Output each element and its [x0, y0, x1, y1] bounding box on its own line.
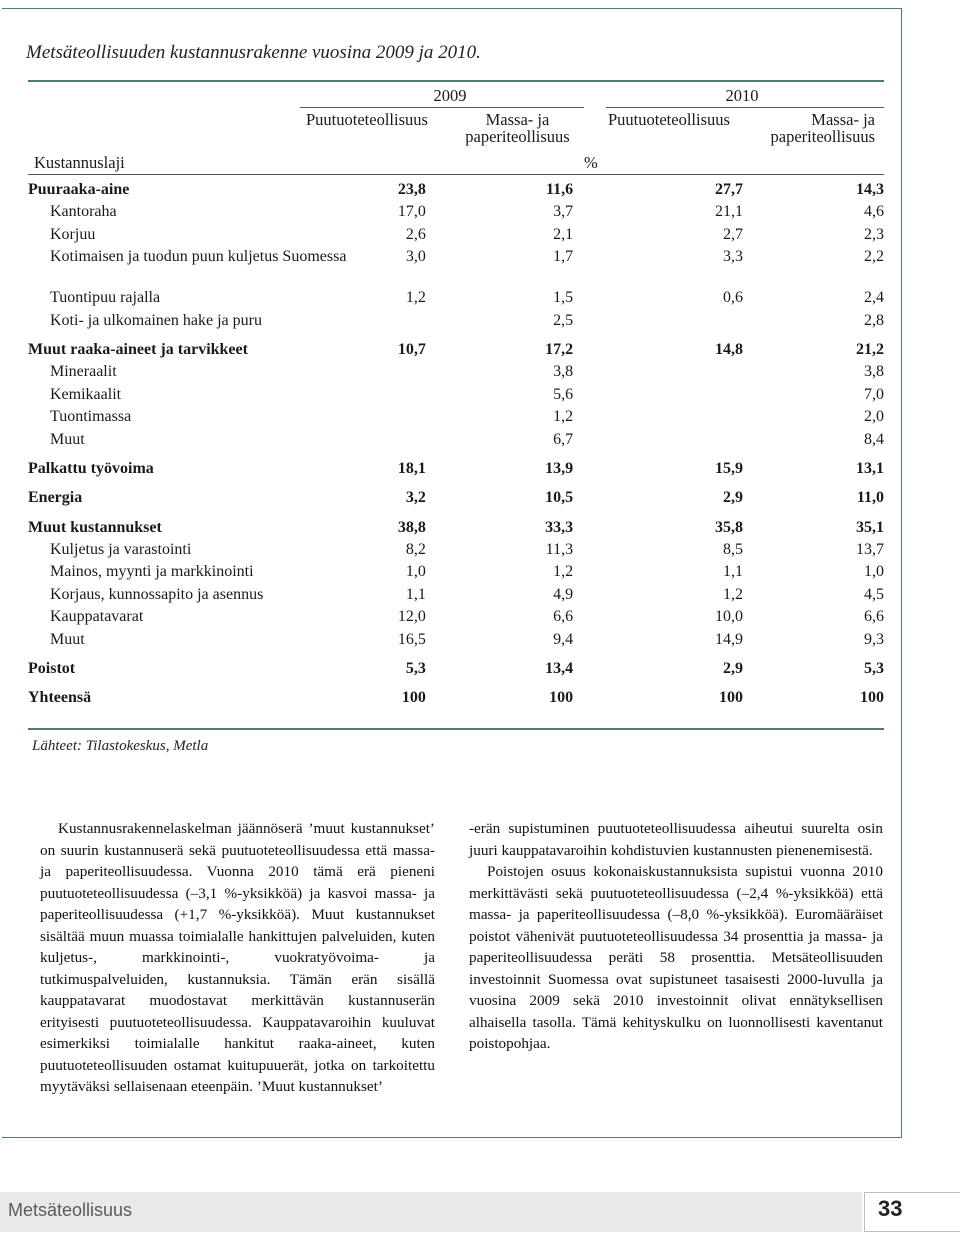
row-label: Kemikaalit [50, 385, 122, 403]
row-label: Kauppatavarat [50, 608, 144, 626]
cell-value: 8,2 [405, 541, 426, 559]
table-row [28, 483, 884, 512]
cell-value: 23,8 [397, 181, 426, 198]
row-label: Kantoraha [50, 203, 117, 221]
cell-value: 4,6 [864, 203, 884, 221]
paragraph: -erän supistuminen puutuoteteollisuudessa aiheutui suurelta osin juuri kauppatavaroihin kohdistuvien kustannusten pienenemisestä. [469, 820, 883, 859]
cell-value: 2,1 [553, 225, 574, 243]
cell-value: 12,0 [397, 608, 426, 626]
cell-value: 27,7 [715, 181, 744, 198]
cell-value: 1,2 [553, 408, 574, 426]
table-row [28, 454, 884, 483]
row-label: Muut kustannukset [28, 518, 162, 536]
cell-value: 10,7 [397, 340, 426, 358]
col-header-massa-2009-line1: Massa- ja [485, 110, 550, 129]
cell-value: 13,7 [856, 541, 884, 559]
cell-value: 13,4 [545, 660, 574, 678]
cell-value: 2,2 [864, 248, 884, 266]
row-label: Muut [50, 430, 85, 448]
cell-value: 1,7 [553, 248, 574, 266]
cell-value: 17,0 [397, 203, 426, 221]
cell-value: 14,3 [856, 181, 884, 198]
cell-value: 13,1 [856, 459, 884, 477]
cell-value: 6,6 [553, 608, 574, 626]
year-2010-rule [606, 107, 884, 108]
body-text-left-column [40, 818, 435, 1098]
cell-value: 3,8 [864, 363, 884, 381]
paragraph: Kustannusrakennelaskelman jäännöserä ’muut kustannukset’ on suurin kustannuserä sekä puutuoteteollisuudessa että massa- ja paperiteollisuudessa. Vuonna 2010 tämä erä pieneni puutuoteteollisuudessa (–3,1 %-yksikköä) ja kasvoi massa- ja paperiteollisuudessa (+1,7 %-yksikköä). Muut kustannukset sisältää muun muassa toimialalle hankittujen palveluiden, kuten kuljetus-, markkinointi-, vuokratyövoima- ja tutkimuspalveluiden, kustannuksia. Tämän erän sisällä kauppatavarat muodostavat merkittävän kustannuserän erityisesti puutuoteteollisuudessa. Kauppatavaroihin kuuluvat esimerkiksi toimialalle hankitut raaka-aineet, kuten puutuoteteollisuuden ostamat kuitupuuerät, jotka on tarkoitettu myytäväksi sellaisenaan eteenpäin. ’Muut kustannukset’ [40, 820, 435, 1095]
table-row [28, 432, 884, 454]
cell-value [573, 387, 743, 409]
cell-value: 3,3 [723, 248, 744, 266]
cell-value: 1,2 [405, 289, 426, 307]
cell-value: 100 [401, 689, 426, 707]
row-label: Kuljetus ja varastointi [50, 541, 192, 559]
paragraph: Poistojen osuus kokonaiskustannuksista supistui vuonna 2010 merkittävästi sekä puutuoteteollisuudessa (–2,4 %-yksikköä) että massa- ja paperiteollisuudessa (–8,0 %-yksikköä). Euromääräiset poistot vähenivät puutuoteteollisuudessa 34 prosenttia ja massa- ja paperiteollisuudessa peräti 58 prosenttia. Metsäteollisuuden investoinnit Suomessa ovat supistuneet tasaisesti 2000-luvulla ja vuosina 2009 sekä 2010 investoinnit olivat ennätyksellisen alhaisella tasolla. Tämä kehityskulku on luonnollisesti kaventanut poistopohjaa. [469, 863, 883, 1052]
cell-value: 6,6 [864, 608, 884, 626]
cell-value: 1,0 [405, 563, 426, 581]
table-row [28, 609, 884, 631]
row-label: Kotimaisen ja tuodun puun kuljetus Suomessa [50, 248, 347, 266]
cell-value: 4,5 [864, 585, 884, 603]
cell-value: 10,5 [545, 489, 574, 507]
cell-value: 13,9 [545, 459, 574, 477]
table-row [28, 564, 884, 586]
col-header-massa-2009-line2: paperiteollisuus [465, 127, 570, 146]
table-row [28, 513, 884, 542]
row-label: Energia [28, 489, 83, 507]
table-row [28, 387, 884, 409]
cell-value: 3,7 [553, 203, 574, 221]
cell-value: 0,6 [723, 289, 744, 307]
cell-value: 100 [549, 689, 574, 707]
cell-value [347, 409, 426, 431]
table-top-rule [28, 80, 884, 82]
page-number: 33 [878, 1196, 903, 1221]
cell-value: 1,2 [553, 563, 574, 581]
cell-value: 2,6 [405, 225, 426, 243]
table-row [28, 409, 884, 431]
cell-value [347, 364, 426, 386]
row-label: Korjuu [50, 225, 96, 243]
table-row [28, 249, 884, 290]
cell-value [347, 387, 426, 409]
cell-value [347, 313, 426, 335]
cell-value: 2,5 [553, 311, 574, 329]
cell-value: 5,3 [405, 660, 426, 678]
header-bottom-rule [28, 174, 884, 175]
body-text-right-column [469, 818, 883, 1055]
cell-value: 100 [860, 689, 884, 707]
cell-value: 7,0 [864, 385, 884, 403]
cell-value [573, 364, 743, 386]
cell-value: 35,1 [856, 518, 884, 536]
col-header-puutuote-2010: Puutuoteteollisuus [608, 110, 730, 129]
table-row [28, 313, 884, 335]
cell-value: 2,9 [723, 489, 744, 507]
cell-value: 35,8 [715, 518, 744, 536]
cell-value: 8,5 [723, 541, 744, 559]
table-row [28, 290, 884, 312]
cell-value: 2,4 [864, 289, 884, 307]
table-row [28, 542, 884, 564]
cell-value: 33,3 [545, 518, 574, 536]
cell-value: 2,0 [864, 408, 884, 426]
table-row [28, 683, 884, 712]
year-2009-rule [300, 107, 584, 108]
row-label: Palkattu työvoima [28, 459, 154, 477]
table-row [28, 335, 884, 364]
cell-value: 14,8 [715, 340, 744, 358]
cell-value: 16,5 [397, 630, 426, 648]
cell-value: 21,1 [715, 203, 744, 221]
cell-value: 1,0 [864, 563, 884, 581]
table-bottom-rule [28, 728, 884, 730]
cell-value: 6,7 [553, 430, 574, 448]
cell-value: 18,1 [397, 459, 426, 477]
cell-value: 100 [719, 689, 744, 707]
cell-value: 2,9 [723, 660, 744, 678]
row-label: Muut [50, 630, 85, 648]
table-row [28, 182, 884, 204]
cell-value: 2,8 [864, 311, 884, 329]
row-label: Puuraaka-aine [28, 181, 130, 198]
row-label: Korjaus, kunnossapito ja asennus [50, 585, 264, 603]
cell-value: 3,0 [405, 248, 426, 266]
cell-value: 15,9 [715, 459, 744, 477]
row-label: Tuontipuu rajalla [50, 289, 161, 307]
row-header-kustannuslaji: Kustannuslaji [34, 153, 125, 172]
cost-structure-table [28, 182, 884, 713]
col-header-puutuote-2009: Puutuoteteollisuus [306, 110, 428, 129]
cell-value: 21,2 [856, 340, 884, 358]
row-label: Poistot [28, 660, 76, 678]
cell-value [573, 409, 743, 431]
year-2010-header: 2010 [725, 86, 759, 105]
cell-value: 3,2 [405, 489, 426, 507]
cell-value: 14,9 [715, 630, 744, 648]
cell-value: 1,2 [723, 585, 744, 603]
cell-value: 2,7 [723, 225, 744, 243]
row-label: Mainos, myynti ja markkinointi [50, 563, 254, 581]
cell-value: 3,8 [553, 363, 574, 381]
cell-value [573, 432, 743, 454]
cell-value: 1,5 [553, 289, 574, 307]
table-source: Lähteet: Tilastokeskus, Metla [32, 738, 209, 754]
cell-value: 1,1 [723, 563, 744, 581]
col-header-massa-2010-line1: Massa- ja [811, 110, 875, 129]
table-row [28, 364, 884, 386]
row-label: Tuontimassa [50, 408, 132, 426]
cell-value: 9,3 [864, 630, 884, 648]
cell-value: 8,4 [864, 430, 884, 448]
row-label: Yhteensä [28, 689, 92, 707]
footer-publication-title: Metsäteollisuus [8, 1200, 133, 1220]
cell-value: 11,0 [856, 489, 884, 507]
table-row [28, 227, 884, 249]
row-label: Muut raaka-aineet ja tarvikkeet [28, 340, 248, 358]
cell-value: 38,8 [397, 518, 426, 536]
table-caption: Metsäteollisuuden kustannusrakenne vuosina 2009 ja 2010. [26, 42, 481, 63]
cell-value: 17,2 [545, 340, 574, 358]
year-2009-header: 2009 [433, 86, 467, 105]
cell-value: 5,6 [553, 385, 574, 403]
cell-value [573, 313, 743, 335]
table-row [28, 654, 884, 683]
cell-value: 11,3 [545, 541, 574, 559]
table-row [28, 587, 884, 609]
cell-value: 10,0 [715, 608, 744, 626]
cell-value: 2,3 [864, 225, 884, 243]
cell-value: 9,4 [553, 630, 574, 648]
cell-value: 4,9 [553, 585, 574, 603]
table-row [28, 204, 884, 226]
unit-percent: % [584, 153, 598, 172]
cell-value: 1,1 [405, 585, 426, 603]
col-header-massa-2010-line2: paperiteollisuus [770, 127, 875, 146]
row-label: Koti- ja ulkomainen hake ja puru [50, 311, 262, 329]
table-row [28, 632, 884, 654]
cell-value [347, 432, 426, 454]
row-label: Mineraalit [50, 363, 117, 381]
cell-value: 11,6 [545, 181, 574, 198]
cell-value: 5,3 [864, 660, 884, 678]
